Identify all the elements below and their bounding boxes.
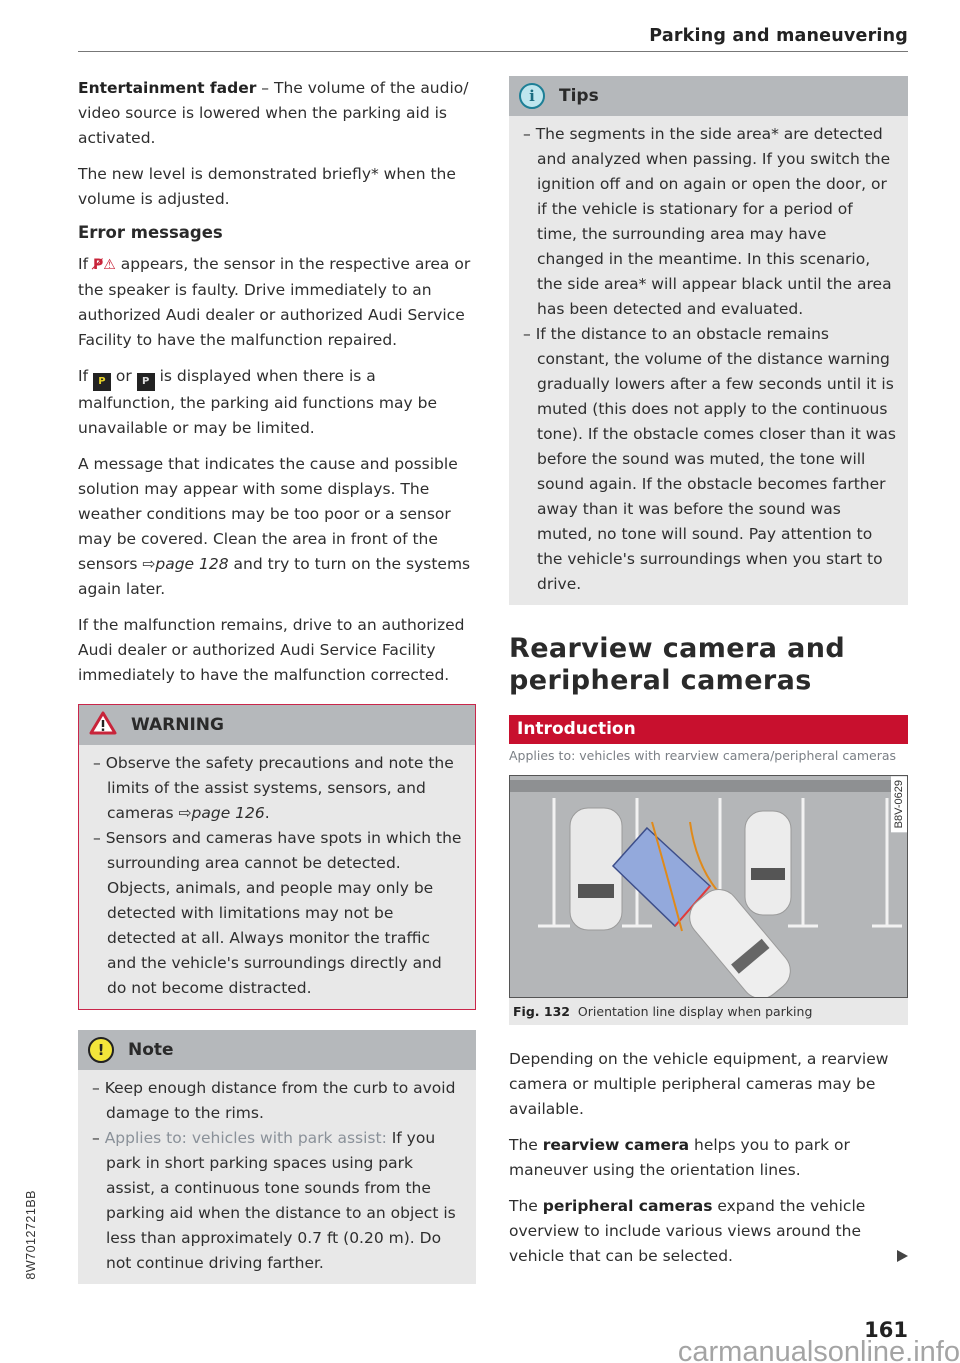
document-code: 8W7012721BB (24, 1190, 38, 1280)
text: The (509, 1136, 543, 1154)
text: . (264, 804, 270, 822)
text: and try to turn on the systems again later. (78, 555, 471, 598)
text: If (78, 367, 93, 385)
text: helps you to park or maneuver using the orientation lines. (509, 1136, 850, 1179)
left-column (78, 76, 476, 1302)
rearview-camera-paragraph (509, 1133, 908, 1183)
parking-diagram-image (510, 776, 907, 997)
figure-parking-illustration (509, 775, 908, 998)
text: Observe the safety precautions and note the limits of the assist systems, sensors, and cameras (105, 754, 454, 822)
parking-aid-fault-icon: P̸⚠ (92, 257, 116, 273)
exclamation-circle-icon: ! (88, 1037, 114, 1063)
list-item: – Keep enough distance from the curb to avoid damage to the rims. (92, 1076, 464, 1126)
applies-to-text: Applies to: vehicles with rearview camera/peripheral cameras (509, 748, 897, 763)
arrow-icon: ⇨ (178, 804, 192, 822)
list-item: – If the distance to an obstacle remains constant, the volume of the distance warning gradually lowers after a few seconds until it is muted (this does not apply to the continuous tone). If the obstacle comes closer than it was before the sound was muted, the tone will sound again. If the obstacle becomes farther away than it was before the sound was muted, no tone will sound. Pay attention to the vehicle's surroundings when you start to drive. (523, 322, 896, 597)
warning-title: WARNING (131, 715, 224, 735)
list-item (92, 1126, 464, 1276)
introduction-bar: Introduction (509, 715, 908, 744)
arrow-icon: ⇨ (142, 555, 156, 573)
term-rearview-camera: rearview camera (542, 1136, 690, 1154)
entertainment-fader-paragraph (78, 76, 476, 151)
warning-list (93, 751, 463, 1001)
note-box (78, 1030, 476, 1284)
error-malfunction-paragraph (78, 364, 476, 441)
term-entertainment-fader: Entertainment fader (78, 79, 257, 97)
tips-list (523, 122, 896, 597)
header-rule (78, 51, 908, 52)
applies-to-label: Applies to: vehicles with park assist: (104, 1129, 387, 1147)
list-item (93, 751, 463, 826)
term-peripheral-cameras: peripheral cameras (542, 1197, 713, 1215)
page-number: 161 (864, 1318, 908, 1342)
note-title: Note (128, 1040, 174, 1060)
note-header (78, 1030, 476, 1070)
right-column (509, 76, 908, 1280)
peripheral-cameras-paragraph (509, 1194, 908, 1269)
list-item: – The segments in the side area* are detected and analyzed when passing. If you switch the ignition off and on again or open the door, or if the vehicle is stationary for a period of time, the surrounding area may have changed in the meantime. In this scenario, the side area* will appear black until the area has been detected and evaluated. (523, 122, 896, 322)
info-circle-icon: i (519, 83, 545, 109)
section-title: Rearview camera and peripheral cameras (509, 633, 846, 696)
warning-triangle-icon (89, 711, 117, 740)
text: is displayed when there is a malfunction, the parking aid functions may be unavailable or may be limited. (78, 367, 437, 437)
figure-number: Fig. 132 (513, 1004, 570, 1019)
parking-aid-yellow-icon: P (93, 373, 111, 391)
message-paragraph (78, 452, 476, 602)
figure-id-label: B8V-0629 (891, 776, 907, 832)
error-messages-heading: Error messages (78, 223, 223, 242)
note-list (92, 1076, 464, 1276)
text: The (509, 1197, 543, 1215)
text: or (110, 367, 137, 385)
text: appears, the sensor in the respective area or the speaker is faulty. Drive immediately to an authorized Audi dealer or authorized Audi Service Facility to have the malfunction repaired. (78, 255, 471, 349)
tips-header (509, 76, 908, 116)
level-paragraph: The new level is demonstrated briefly* when the volume is adjusted. (78, 165, 456, 208)
text: A message that indicates the cause and possible solution may appear with some displays. The weather conditions may be too poor or a sensor may be covered. Clean the area in front of the sensors (78, 455, 458, 573)
remain-paragraph: If the malfunction remains, drive to an authorized Audi dealer or authorized Audi Service Facility immediately to have the malfunction corrected. (78, 616, 465, 684)
tips-title: Tips (559, 86, 599, 106)
equipment-paragraph: Depending on the vehicle equipment, a rearview camera or multiple peripheral cameras may be available. (509, 1050, 889, 1118)
parking-aid-white-icon: P (137, 373, 155, 391)
figure-caption-text: Orientation line display when parking (577, 1004, 813, 1019)
watermark-link[interactable]: carmanualsonline.info (677, 1336, 960, 1363)
page-header-title: Parking and maneuvering (649, 26, 908, 46)
entertainment-text: – The volume of the audio/ video source is lowered when the parking aid is activated. (78, 79, 469, 147)
warning-box (78, 704, 476, 1010)
list-item: – Sensors and cameras have spots in which the surrounding area cannot be detected. Objects, animals, and people may only be detected with limitations may not be detected at all. Always monitor the traffic and the vehicle's surroundings directly and do not become distracted. (93, 826, 463, 1001)
warning-header (79, 705, 475, 745)
text: If (78, 255, 93, 273)
text: If you park in short parking spaces using park assist, a continuous tone sounds from the parking aid when the distance to an object is less than approximately 0.7 ft (0.20 m). Do not continue driving farther. (106, 1129, 456, 1272)
error-fault-paragraph (78, 252, 476, 353)
page-reference-link[interactable]: page 126 (191, 804, 265, 822)
page-reference-link[interactable]: page 128 (155, 555, 229, 573)
figure-caption (509, 998, 908, 1025)
tips-box (509, 76, 908, 605)
text: expand the vehicle overview to include various views around the vehicle that can be selected. (509, 1197, 866, 1265)
continue-arrow-icon (897, 1250, 908, 1262)
